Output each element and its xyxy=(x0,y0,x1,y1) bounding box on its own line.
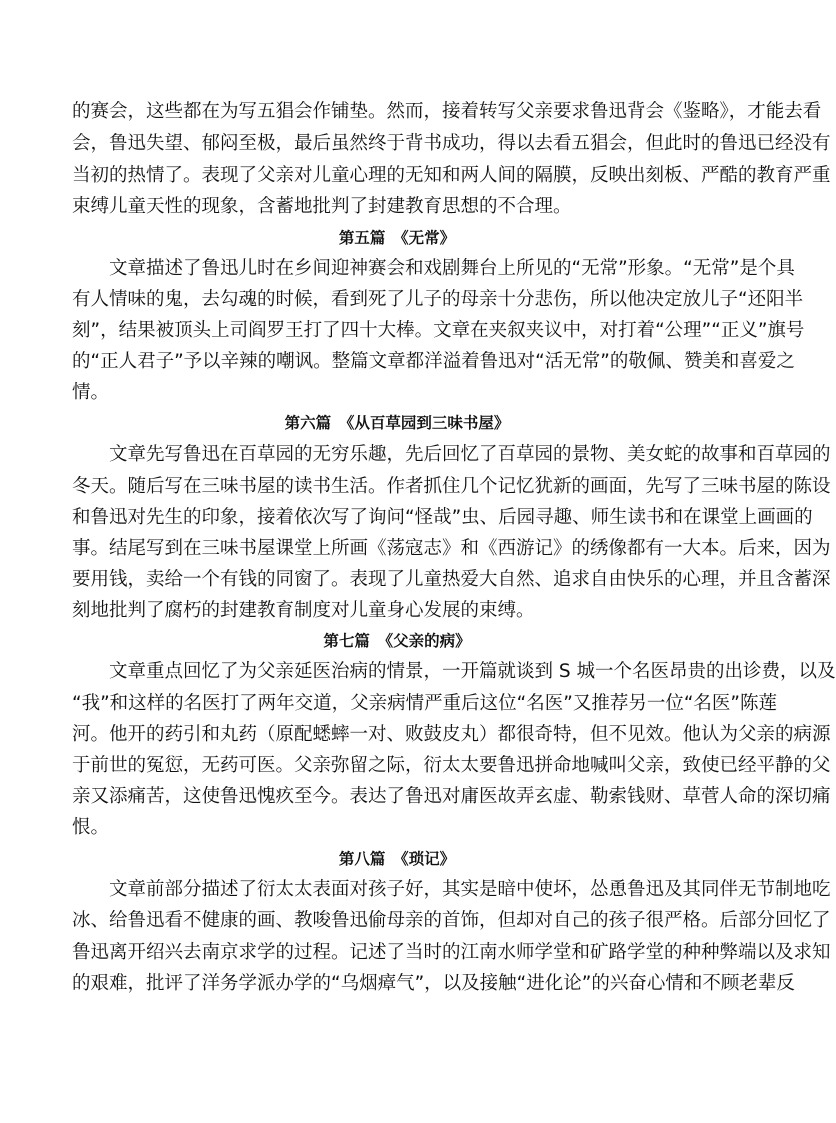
paragraph-line: 冰、给鲁迅看不健康的画、教唆鲁迅偷母亲的首饰，但却对自己的孩子很严格。后部分回忆了 xyxy=(72,910,831,931)
paragraph-line: 于前世的冤愆，无药可医。父亲弥留之际，衍太太要鲁迅拼命地喊叫父亲，致使已经平静的父 xyxy=(72,755,831,776)
paragraph-line: 的艰难，批评了洋务学派办学的“乌烟瘴气”，以及接触“进化论”的兴奋心情和不顾老辈反 xyxy=(72,973,795,994)
paragraph-line: 鲁迅离开绍兴去南京求学的过程。记述了当时的江南水师学堂和矿路学堂的种种弊端以及求知 xyxy=(72,942,831,963)
section-heading: 第六篇 《从百草园到三味书屋》 xyxy=(284,414,510,432)
paragraph-line: 有人情味的鬼，去勾魂的时候，看到死了儿子的母亲十分悲伤，所以他决定放儿子“还阳半 xyxy=(72,289,804,310)
paragraph-line: 文章描述了鲁迅儿时在乡间迎神赛会和戏剧舞台上所见的“无常”形象。“无常”是个具 xyxy=(109,258,795,279)
paragraph-line: 和鲁迅对先生的印象，接着依次写了询问“怪哉”虫、后园寻趣、师生读书和在课堂上画画的 xyxy=(72,507,813,528)
paragraph-line: 刻”，结果被顶头上司阎罗王打了四十大棒。文章在夹叙夹议中，对打着“公理”“正义”旗号 xyxy=(72,320,805,341)
paragraph-line: 要用钱，卖给一个有钱的同窗了。表现了儿童热爱大自然、追求自由快乐的心理，并且含蓄深 xyxy=(72,569,831,590)
paragraph-line: 文章重点回忆了为父亲延医治病的情景，一开篇就谈到 S 城一个名医昂贵的出诊费，以及 xyxy=(109,661,836,682)
paragraph-line: 情。 xyxy=(72,382,110,403)
paragraph-line: 当初的热情了。表现了父亲对儿童心理的无知和两人间的隔膜，反映出刻板、严酷的教育严重 xyxy=(72,165,831,186)
paragraph-line: 的“正人君子”予以辛辣的嘲讽。整篇文章都洋溢着鲁迅对“活无常”的敬佩、赞美和喜爱之 xyxy=(72,351,795,372)
paragraph-line: 刻地批判了腐朽的封建教育制度对儿童身心发展的束缚。 xyxy=(72,600,535,621)
paragraph-line: 河。他开的药引和丸药（原配蟋蟀一对、败鼓皮丸）都很奇特，但不见效。他认为父亲的病源 xyxy=(72,724,831,745)
paragraph-line: 冬天。随后写在三味书屋的读书生活。作者抓住几个记忆犹新的画面，先写了三味书屋的陈设 xyxy=(72,476,831,497)
paragraph-line: 恨。 xyxy=(72,817,110,838)
paragraph-line: 文章先写鲁迅在百草园的无穷乐趣，先后回忆了百草园的景物、美女蛇的故事和百草园的 xyxy=(109,444,831,465)
section-heading: 第五篇 《无常》 xyxy=(338,229,456,247)
paragraph-line: 会，鲁迅失望、郁闷至极，最后虽然终于背书成功，得以去看五猖会，但此时的鲁迅已经没有 xyxy=(72,133,831,154)
paragraph-line: 亲又添痛苦，这使鲁迅愧疚至今。表达了鲁迅对庸医故弄玄虚、勒索钱财、草菅人命的深切痛 xyxy=(72,786,831,807)
section-heading: 第八篇 《琐记》 xyxy=(338,850,456,868)
paragraph-line: 事。结尾写到在三味书屋课堂上所画《荡寇志》和《西游记》的绣像都有一大本。后来，因为 xyxy=(72,538,831,559)
paragraph-line: 的赛会，这些都在为写五猖会作铺垫。然而，接着转写父亲要求鲁迅背会《鉴略》，才能去看 xyxy=(72,101,822,122)
paragraph-line: “我”和这样的名医打了两年交道，父亲病情严重后这位“名医”又推荐另一位“名医”陈莲 xyxy=(72,693,778,714)
paragraph-line: 文章前部分描述了衍太太表面对孩子好，其实是暗中使坏，怂恿鲁迅及其同伴无节制地吃 xyxy=(109,879,831,900)
section-heading: 第七篇 《父亲的病》 xyxy=(323,632,471,650)
paragraph-line: 束缚儿童天性的现象，含蓄地批判了封建教育思想的不合理。 xyxy=(72,196,572,217)
